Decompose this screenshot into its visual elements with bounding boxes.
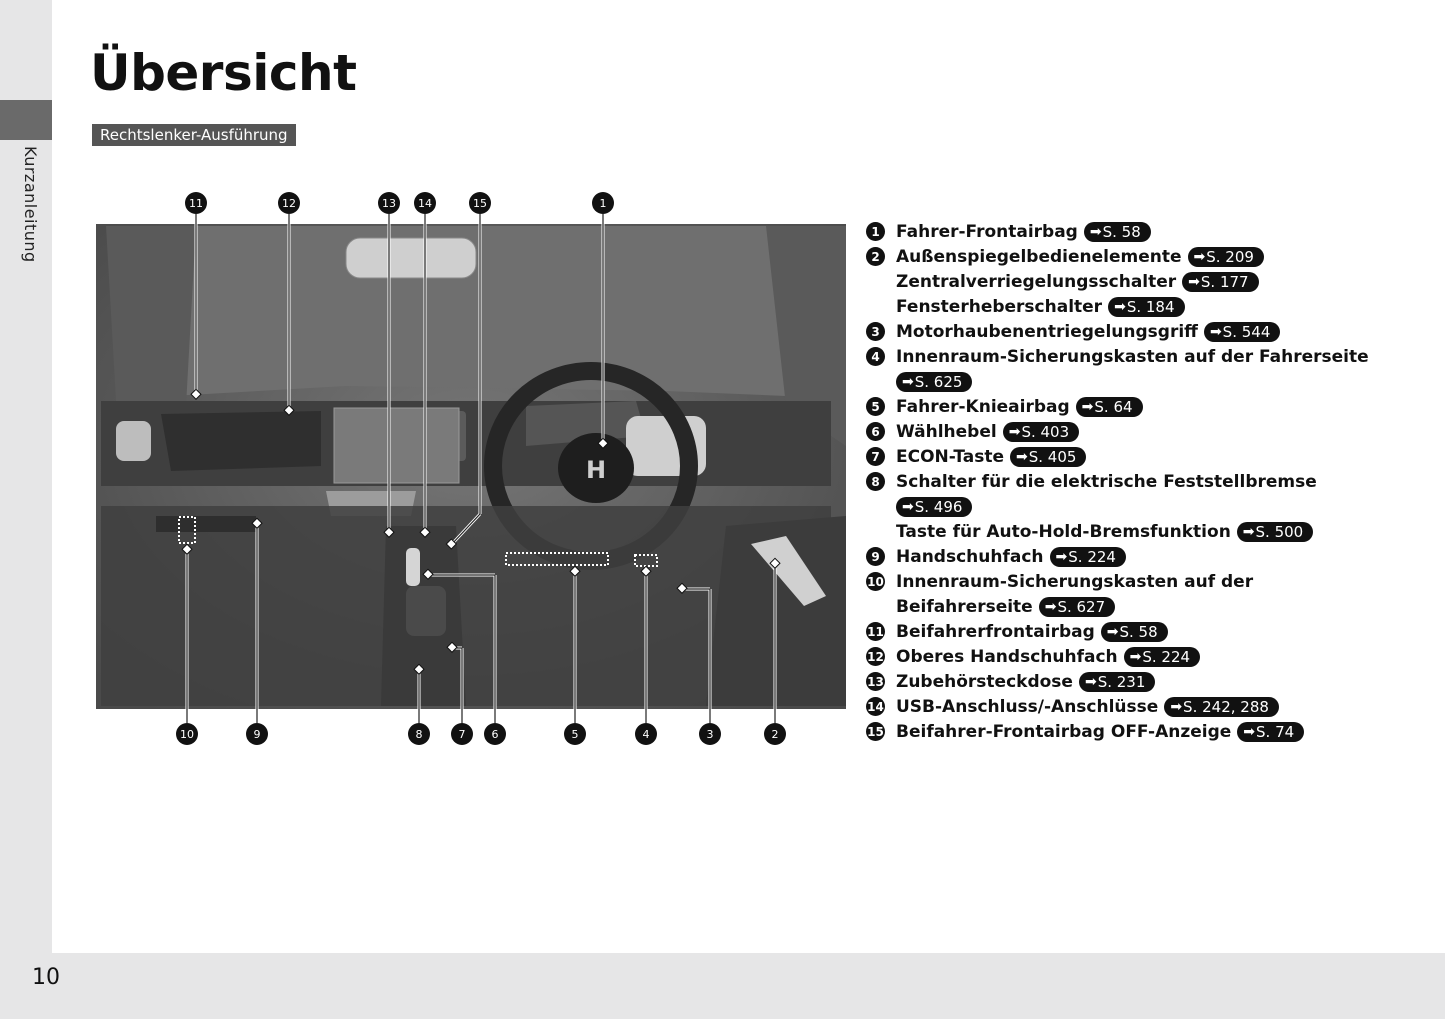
svg-text:2: 2 bbox=[771, 728, 779, 741]
legend-number: 3 bbox=[866, 322, 885, 341]
legend-label: Zentralverriegelungsschalter bbox=[896, 271, 1177, 292]
legend-item bbox=[866, 669, 1426, 694]
page-reference-link[interactable]: ➡ S. 627 bbox=[1039, 597, 1115, 617]
section-tab-marker bbox=[0, 100, 52, 140]
arrow-right-icon: ➡ bbox=[1044, 598, 1057, 615]
legend-number: 11 bbox=[866, 622, 885, 641]
page-reference-link[interactable]: ➡ S. 184 bbox=[1108, 297, 1184, 317]
arrow-right-icon: ➡ bbox=[1129, 648, 1142, 665]
svg-text:1: 1 bbox=[599, 197, 607, 210]
legend-item bbox=[866, 344, 1426, 369]
legend-label: Schalter für die elektrische Feststellbremse bbox=[896, 471, 1317, 492]
page-reference-link[interactable]: ➡ S. 625 bbox=[896, 372, 972, 392]
legend-number: 5 bbox=[866, 397, 885, 416]
variant-label: Rechtslenker-Ausführung bbox=[92, 124, 296, 146]
arrow-right-icon: ➡ bbox=[1089, 223, 1102, 240]
legend-number: 14 bbox=[866, 697, 885, 716]
page-reference-link[interactable]: ➡ S. 242, 288 bbox=[1164, 697, 1279, 717]
arrow-right-icon: ➡ bbox=[1084, 673, 1097, 690]
legend-item bbox=[866, 394, 1426, 419]
arrow-right-icon: ➡ bbox=[1243, 723, 1256, 740]
svg-text:6: 6 bbox=[491, 728, 499, 741]
legend-number: 12 bbox=[866, 647, 885, 666]
legend-item bbox=[866, 269, 1426, 294]
component-legend bbox=[866, 219, 1426, 744]
svg-text:7: 7 bbox=[458, 728, 466, 741]
legend-item bbox=[866, 719, 1426, 744]
legend-item bbox=[866, 444, 1426, 469]
legend-label: Taste für Auto-Hold-Bremsfunktion bbox=[896, 521, 1231, 542]
legend-item bbox=[866, 494, 1426, 519]
sidebar bbox=[0, 0, 52, 953]
callout-10 bbox=[176, 723, 198, 745]
legend-item bbox=[866, 244, 1426, 269]
legend-item bbox=[866, 419, 1426, 444]
dashboard-illustration bbox=[86, 186, 856, 756]
legend-number: 8 bbox=[866, 472, 885, 491]
svg-text:15: 15 bbox=[473, 197, 487, 210]
legend-item bbox=[866, 644, 1426, 669]
legend-item bbox=[866, 294, 1426, 319]
page-reference-link[interactable]: ➡ S. 403 bbox=[1003, 422, 1079, 442]
arrow-right-icon: ➡ bbox=[1106, 623, 1119, 640]
legend-number: 7 bbox=[866, 447, 885, 466]
svg-text:13: 13 bbox=[382, 197, 396, 210]
rearview-mirror bbox=[346, 238, 476, 278]
legend-number: 6 bbox=[866, 422, 885, 441]
legend-label: ECON-Taste bbox=[896, 446, 1004, 467]
page-reference-link[interactable]: ➡ S. 496 bbox=[896, 497, 972, 517]
page-reference-link[interactable]: ➡ S. 74 bbox=[1237, 722, 1304, 742]
svg-text:8: 8 bbox=[415, 728, 423, 741]
section-label: Kurzanleitung bbox=[21, 146, 40, 263]
callout-13 bbox=[378, 192, 400, 214]
page-reference-link[interactable]: ➡ S. 224 bbox=[1050, 547, 1126, 567]
svg-text:3: 3 bbox=[706, 728, 714, 741]
svg-text:4: 4 bbox=[642, 728, 650, 741]
page-reference-link[interactable]: ➡ S. 64 bbox=[1076, 397, 1143, 417]
legend-number: 13 bbox=[866, 672, 885, 691]
legend-number: 4 bbox=[866, 347, 885, 366]
legend-label: Außenspiegelbedienelemente bbox=[896, 246, 1182, 267]
arrow-right-icon: ➡ bbox=[1008, 423, 1021, 440]
page-title: Übersicht bbox=[90, 44, 357, 102]
page-reference-link[interactable]: ➡ S. 58 bbox=[1084, 222, 1151, 242]
legend-item bbox=[866, 594, 1426, 619]
page-reference-link[interactable]: ➡ S. 177 bbox=[1182, 272, 1258, 292]
callout-9 bbox=[246, 723, 268, 745]
arrow-right-icon: ➡ bbox=[1114, 298, 1126, 315]
arrow-right-icon: ➡ bbox=[1193, 248, 1206, 265]
svg-text:14: 14 bbox=[418, 197, 432, 210]
legend-label: Fensterheberschalter bbox=[896, 296, 1103, 317]
page-reference-link[interactable]: ➡ S. 231 bbox=[1079, 672, 1155, 692]
svg-text:10: 10 bbox=[180, 728, 194, 741]
legend-label: Innenraum-Sicherungskasten auf der Fahrerseite bbox=[896, 346, 1369, 367]
infotainment-screen bbox=[334, 408, 459, 483]
legend-label: Wählhebel bbox=[896, 421, 997, 442]
legend-label: Innenraum-Sicherungskasten auf der bbox=[896, 571, 1254, 592]
gear-selector bbox=[406, 548, 420, 586]
svg-text:11: 11 bbox=[189, 197, 203, 210]
dashboard-diagram bbox=[86, 186, 856, 756]
legend-number: 2 bbox=[866, 247, 885, 266]
page-reference-link[interactable]: ➡ S. 224 bbox=[1124, 647, 1200, 667]
legend-item bbox=[866, 469, 1426, 494]
svg-text:12: 12 bbox=[282, 197, 296, 210]
arrow-right-icon: ➡ bbox=[1081, 398, 1094, 415]
legend-number: 10 bbox=[866, 572, 885, 591]
legend-label: Beifahrer-Frontairbag OFF-Anzeige bbox=[896, 721, 1232, 742]
steering-emblem: H bbox=[585, 456, 607, 484]
callout-11 bbox=[185, 192, 207, 214]
legend-number: 9 bbox=[866, 547, 885, 566]
callout-7 bbox=[451, 723, 473, 745]
callout-12 bbox=[278, 192, 300, 214]
callout-3 bbox=[699, 723, 721, 745]
legend-item bbox=[866, 319, 1426, 344]
upper-glovebox bbox=[161, 411, 321, 471]
page-reference-link[interactable]: ➡ S. 544 bbox=[1204, 322, 1280, 342]
arrow-right-icon: ➡ bbox=[1015, 448, 1028, 465]
legend-item bbox=[866, 569, 1426, 594]
legend-item bbox=[866, 219, 1426, 244]
legend-label: Beifahrerfrontairbag bbox=[896, 621, 1095, 642]
legend-label: Zubehörsteckdose bbox=[896, 671, 1073, 692]
callout-15 bbox=[469, 192, 491, 214]
page-reference-link[interactable]: ➡ S. 500 bbox=[1237, 522, 1313, 542]
callout-1 bbox=[592, 192, 614, 214]
page-footer bbox=[0, 953, 1445, 1019]
arrow-right-icon: ➡ bbox=[1209, 323, 1222, 340]
arrow-right-icon: ➡ bbox=[902, 373, 914, 390]
arrow-right-icon: ➡ bbox=[1170, 698, 1183, 715]
legend-number: 15 bbox=[866, 722, 885, 741]
legend-item bbox=[866, 694, 1426, 719]
legend-item bbox=[866, 519, 1426, 544]
page-reference-link[interactable]: ➡ S. 405 bbox=[1010, 447, 1086, 467]
page-reference-link[interactable]: ➡ S. 209 bbox=[1188, 247, 1264, 267]
callout-6 bbox=[484, 723, 506, 745]
legend-item bbox=[866, 369, 1426, 394]
legend-item bbox=[866, 619, 1426, 644]
callout-8 bbox=[408, 723, 430, 745]
legend-label: Motorhaubenentriegelungsgriff bbox=[896, 321, 1198, 342]
legend-label: Handschuhfach bbox=[896, 546, 1044, 567]
legend-number: 1 bbox=[866, 222, 885, 241]
legend-label: USB-Anschluss/-Anschlüsse bbox=[896, 696, 1159, 717]
arrow-right-icon: ➡ bbox=[1055, 548, 1068, 565]
svg-text:9: 9 bbox=[253, 728, 261, 741]
page-reference-link[interactable]: ➡ S. 58 bbox=[1101, 622, 1168, 642]
arrow-right-icon: ➡ bbox=[1242, 523, 1255, 540]
callout-2 bbox=[764, 723, 786, 745]
arrow-right-icon: ➡ bbox=[1188, 273, 1200, 290]
legend-label: Beifahrerseite bbox=[896, 596, 1033, 617]
legend-item bbox=[866, 544, 1426, 569]
arrow-right-icon: ➡ bbox=[902, 498, 914, 515]
legend-label: Fahrer-Knieairbag bbox=[896, 396, 1070, 417]
callout-14 bbox=[414, 192, 436, 214]
legend-label: Oberes Handschuhfach bbox=[896, 646, 1118, 667]
legend-label: Fahrer-Frontairbag bbox=[896, 221, 1078, 242]
page-number: 10 bbox=[32, 965, 60, 990]
svg-text:5: 5 bbox=[571, 728, 579, 741]
callout-5 bbox=[564, 723, 586, 745]
callout-4 bbox=[635, 723, 657, 745]
